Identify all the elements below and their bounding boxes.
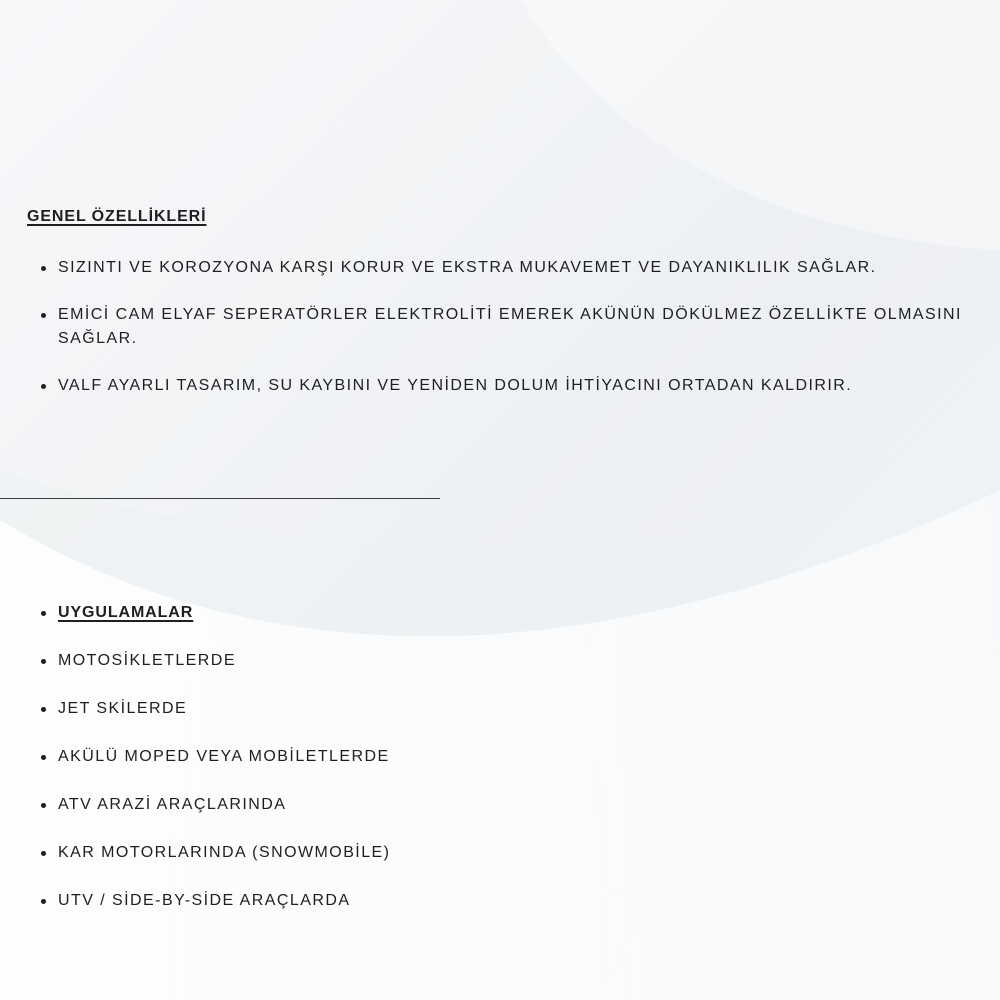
- features-list: [36, 256, 978, 421]
- list-item: SIZINTI VE KOROZYONA KARŞI KORUR VE EKSTRA MUKAVEMET VE DAYANIKLILIK SAĞLAR.: [58, 256, 978, 280]
- list-item: VALF AYARLI TASARIM, SU KAYBINI VE YENİDEN DOLUM İHTİYACINI ORTADAN KALDIRIR.: [58, 374, 978, 398]
- list-item: JET SKİLERDE: [58, 697, 658, 721]
- list-item: KAR MOTORLARINDA (SNOWMOBİLE): [58, 841, 658, 865]
- section-divider: [0, 498, 440, 499]
- list-item: AKÜLÜ MOPED VEYA MOBİLETLERDE: [58, 745, 658, 769]
- list-item: ATV ARAZİ ARAÇLARINDA: [58, 793, 658, 817]
- applications-heading: UYGULAMALAR: [58, 601, 658, 625]
- list-item: MOTOSİKLETLERDE: [58, 649, 658, 673]
- features-heading: GENEL ÖZELLİKLERİ: [27, 208, 207, 225]
- applications-list: [36, 601, 658, 937]
- list-item: UTV / SİDE-BY-SİDE ARAÇLARDA: [58, 889, 658, 913]
- list-item: EMİCİ CAM ELYAF SEPERATÖRLER ELEKTROLİTİ EMEREK AKÜNÜN DÖKÜLMEZ ÖZELLİKTE OLMASINI SAĞLAR.: [58, 303, 978, 351]
